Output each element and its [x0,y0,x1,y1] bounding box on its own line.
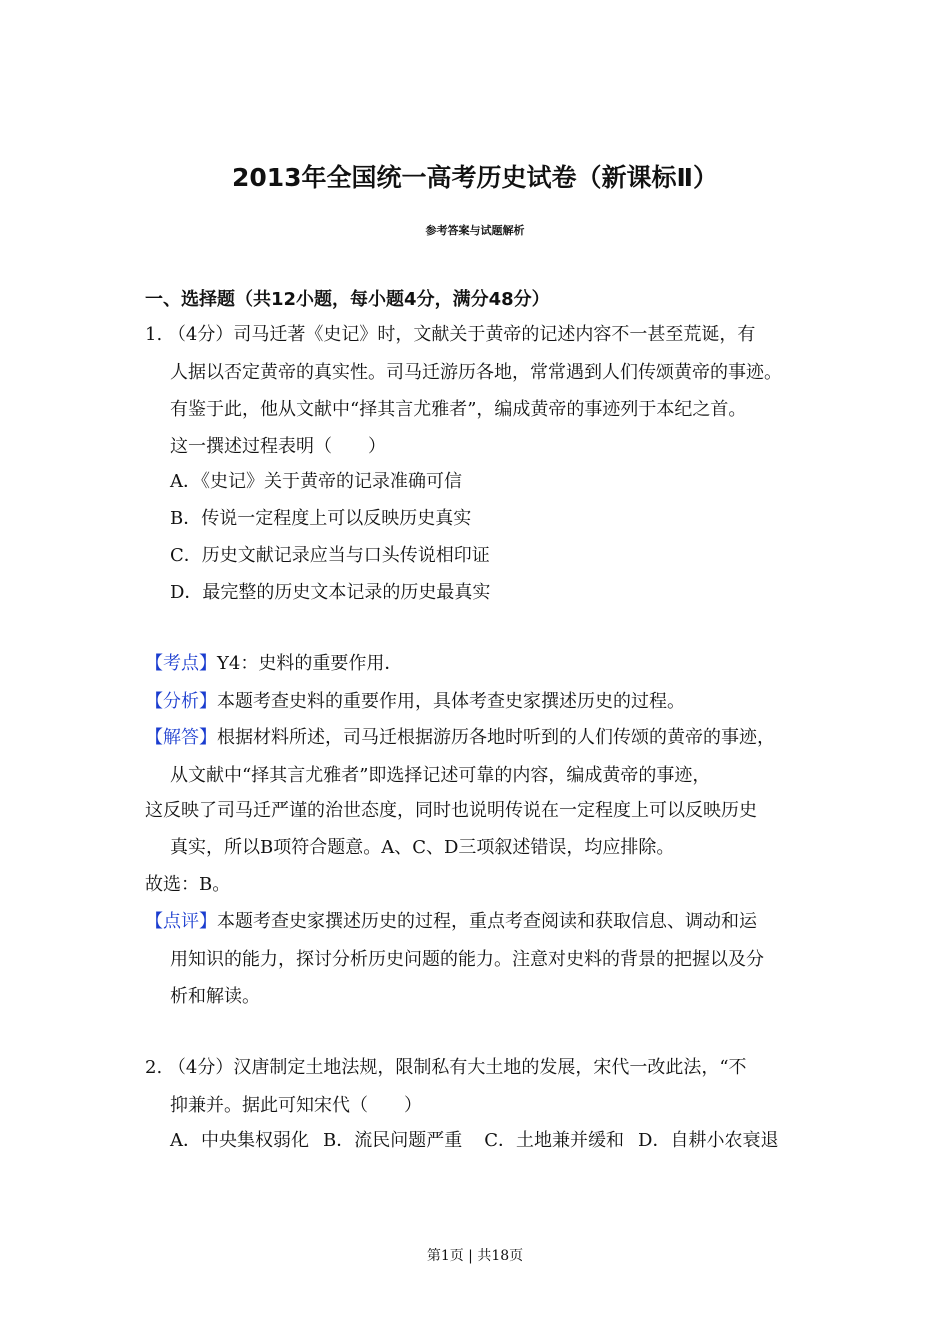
dianping-line: 析和解读。 [170,986,260,1007]
dianping-tag: 【点评】 [145,911,217,932]
page-footer: 第1页 | 共18页 [426,1248,524,1264]
kaodian [145,652,402,676]
fenxi [145,690,685,714]
q1-line: 这一撰述过程表明（ ） [170,436,386,457]
jieda [145,726,775,750]
q2-line: 2. （4分）汉唐制定土地法规，限制私有大土地的发展，宋代一改此法，“不 [145,1057,747,1078]
jieda-line: 真实，所以B项符合题意。A、C、D三项叙述错误，均应排除。 [170,837,675,858]
q1-option-d: D．最完整的历史文本记录的历史最真实 [170,582,491,603]
q1-line: 1. （4分）司马迁著《史记》时，文献关于黄帝的记述内容不一甚至荒诞，有 [145,324,756,345]
section-heading: 一、选择题（共12小题，每小题4分，满分48分） [145,289,550,310]
page-title: 2013年全国统一高考历史试卷（新课标Ⅱ） [231,163,719,192]
dianping-line: 用知识的能力，探讨分析历史问题的能力。注意对史料的背景的把握以及分 [170,949,764,970]
fenxi-tag: 【分析】 [145,691,217,712]
q1-option-c: C．历史文献记录应当与口头传说相印证 [170,545,490,566]
q1-line: 人据以否定黄帝的真实性。司马迁游历各地，常常遇到人们传颂黄帝的事迹。 [170,362,782,383]
subtitle: 参考答案与试题解析 [425,224,525,237]
q1-option-a: A．《史记》关于黄帝的记录准确可信 [170,471,462,492]
jieda-line: 从文献中“择其言尤雅者”即选择记述可靠的内容，编成黄帝的事迹， [170,765,711,786]
dianping-text: 本题考查史家撰述历史的过程，重点考查阅读和获取信息、调动和运 [217,911,757,932]
q2-option-b: B．流民问题严重 [323,1130,463,1151]
q2-options [170,1129,792,1153]
q2-option-a: A．中央集权弱化 [170,1130,309,1151]
q2-option-c: C．土地兼并缓和 [484,1130,625,1151]
fenxi-text: 本题考查史料的重要作用，具体考查史家撰述历史的过程。 [217,691,685,712]
q1-line: 有鉴于此，他从文献中“择其言尤雅者”，编成黄帝的事迹列于本纪之首。 [170,399,747,420]
kaodian-tag: 【考点】 [145,653,217,674]
q2-option-d: D．自耕小农衰退 [638,1130,779,1151]
jieda-line: 这反映了司马迁严谨的治世态度，同时也说明传说在一定程度上可以反映历史 [145,800,757,821]
dianping [145,910,757,934]
q2-line: 抑兼并。据此可知宋代（ ） [170,1095,422,1116]
q1-option-b: B．传说一定程度上可以反映历史真实 [170,508,472,529]
jieda-tag: 【解答】 [145,727,217,748]
kaodian-text: Y4：史料的重要作用． [217,653,403,674]
jieda-text: 根据材料所述，司马迁根据游历各地时听到的人们传颂的黄帝的事迹， [217,727,775,748]
answer: 故选：B。 [145,874,231,895]
